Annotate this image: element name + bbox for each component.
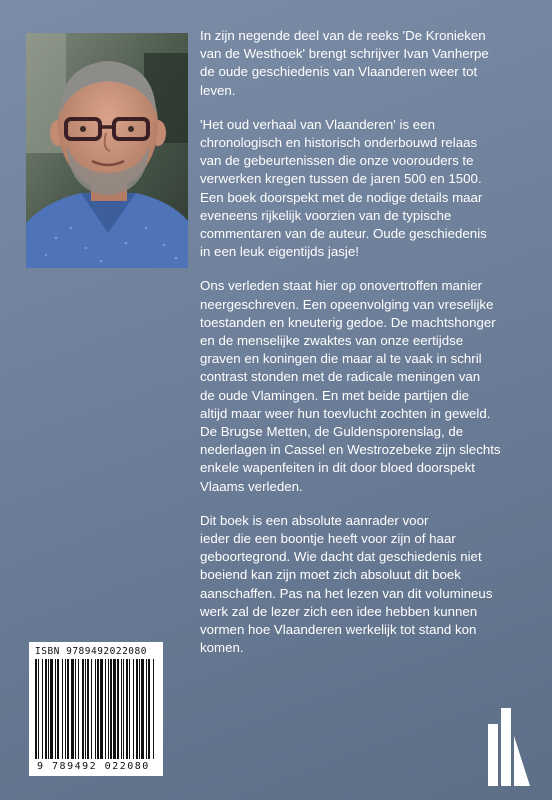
- publisher-logo: [486, 706, 532, 793]
- isbn-label: ISBN 9789492022080: [35, 646, 147, 657]
- back-cover-blurb: [200, 27, 542, 674]
- isbn-digits: 9 789492 022080: [37, 761, 150, 772]
- barcode-bars: [35, 659, 157, 759]
- isbn-barcode: [29, 642, 163, 776]
- blurb-paragraph-recommendation: Dit boek is een absolute aanrader voor ieder die een boontje heeft voor zijn of haar geboortegrond. Wie dacht dat geschiedenis niet boeiend kan zijn moet zich absoluut dit boek aanschaffen. Pas na het lezen van dit volumineus werk zal de lezer zich een idee hebben kunnen vormen hoe Vlaanderen werkelijk tot stand kon komen.: [200, 512, 493, 656]
- blurb-paragraph-intro: In zijn negende deel van de reeks 'De Kronieken van de Westhoek' brengt schrijver Ivan Vanherpe de oude geschiedenis van Vlaanderen weer tot leven.: [200, 28, 489, 98]
- blurb-paragraph-history: Ons verleden staat hier op onovertroffen manier neergeschreven. Een opeenvolging van vreselijke toestanden en kneuterig gedoe. De machtshonger en de menselijke zwaktes van onze eertijdse graven en koningen die maar al te vaak in schril contrast stonden met de radicale meningen van de oude Vlamingen. En met beide partijen die altijd maar weer hun toevlucht zochten in geweld. De Brugse Metten, de Guldensporenslag, de nederlagen in Cassel en Westrozebeke zijn slechts enkele wapenfeiten in dit door bloed doorspekt Vlaams verleden.: [200, 278, 501, 494]
- author-photo: [26, 33, 188, 268]
- blurb-paragraph-summary: 'Het oud verhaal van Vlaanderen' is een chronologisch en historisch onderbouwd relaas van de gebeurtenissen die onze voorouders te verwerken kregen tussen de jaren 500 en 1500. Een boek doorspekt met de nodige details maar eveneens rijkelijk voorzien van de typische commentaren van de auteur. Oude geschiedenis in een leuk eigentijds jasje!: [200, 116, 487, 260]
